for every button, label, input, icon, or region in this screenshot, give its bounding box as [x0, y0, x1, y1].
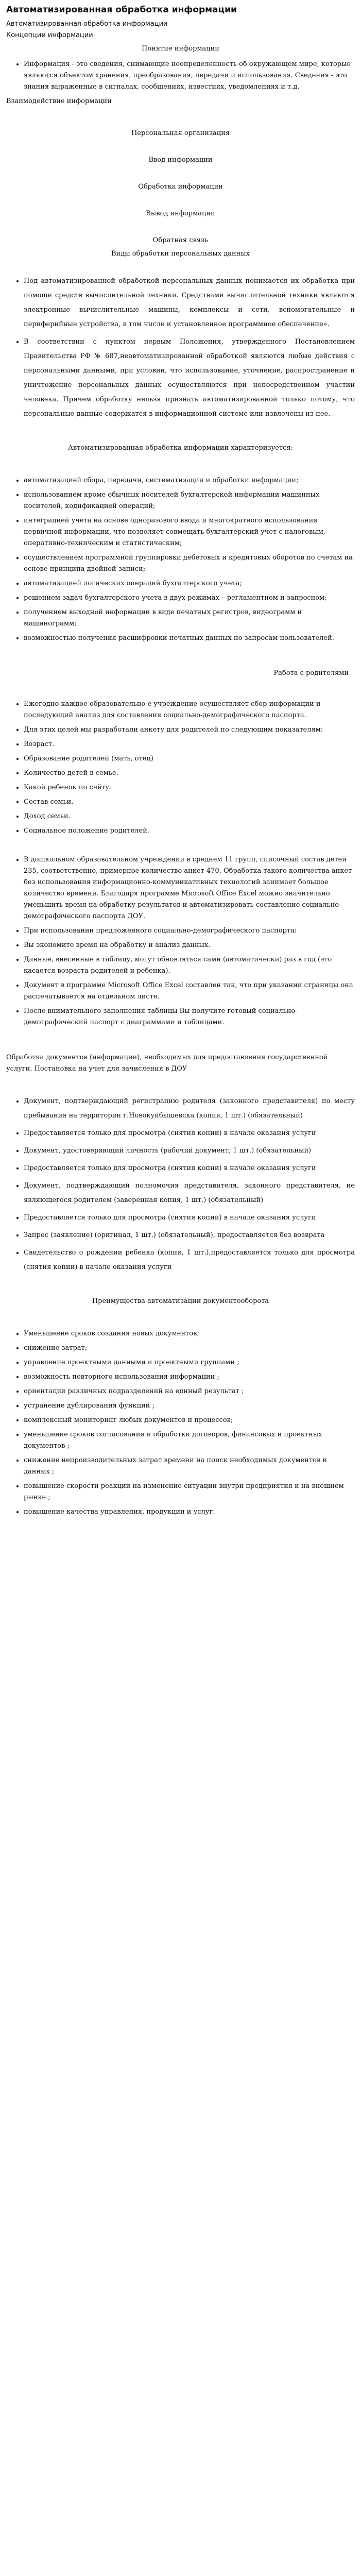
list-item: • Под автоматизированной обработкой персональных данных понимается их обработка при помощи средств вычислительной техники. Средствами вычислительной техники являются электронные вычислительные машины, комплексы и сети, вспомогательные и периферийные устройства, в том числе и установленное программное обеспечение». — [24, 274, 355, 332]
flow-item-output: Вывод информации — [146, 210, 215, 217]
kinds-list — [6, 274, 355, 421]
list-item: • Вы экономите время на обработку и анализ данных. — [24, 940, 355, 951]
benefits-list — [6, 1328, 355, 1518]
concept-title: Понятие информации — [142, 45, 219, 53]
list-item: • Предоставляется только для просмотра (снятия копии) в начале оказания услуги — [24, 1161, 355, 1176]
list-item: • Социальное положение родителей. — [24, 825, 355, 837]
list-item: • осуществлением программной группировки дебетовых и кредитовых оборотов по счетам на основе принципа двойной записи; — [24, 552, 355, 575]
list-item: • Документ, подтверждающий регистрацию родителя (законного представителя) по месту пребывания на территории г.Новокуйбышевска (копия, 1 шт.) (обязательный) — [24, 1094, 355, 1123]
list-item: • Уменьшение сроков создания новых документов; — [24, 1328, 355, 1340]
benefits-title: Преимущества автоматизации документооборота — [92, 1297, 269, 1305]
list-item: • возможностью получения расшифровки печатных данных по запросам пользователей. — [24, 633, 355, 644]
flow-item-personal-organization: Персональная организация — [131, 129, 230, 137]
list-item: • Свидетельство о рождении ребенка (копия, 1 шт.),предоставляется только для просмотра (снятия копии) в начале оказания услуги — [24, 1246, 355, 1275]
list-item: • В соответствии с пунктом первым Положения, утвержденного Постановлением Правительства РФ № 687,неавтоматизированной обработкой являются любые действия с персональными данными, при условии, что использование, уточнение, распространение и уничтожение персональных данных осуществляются при непосредственном участии человека. Причем обработку нельзя признать автоматизированной только потому, что персональные данные содержатся в информационной системе или извлечены из нее. — [24, 335, 355, 421]
list-item: • уменьшение сроков согласования и обработки договоров, финансовых и проектных документов ; — [24, 1429, 355, 1452]
flow-item-input: Ввод информации — [148, 156, 213, 164]
concept-list — [6, 59, 355, 93]
list-item: • Возраст. — [24, 739, 355, 750]
list-item: • После внимательного заполнения таблицы Вы получите готовый социально-демографический паспорт с диаграммами и таблицами. — [24, 1006, 355, 1028]
list-item: • автоматизацией сбора, передачи, систематизации и обработки информации; — [24, 475, 355, 486]
list-item: • получением выходной информации в виде печатных регистров, видеограмм и машинограмм; — [24, 607, 355, 630]
features-list — [6, 475, 355, 644]
list-item: • В дошкольном образовательном учреждении в среднем 11 групп, списочный состав детей 235, соответственно, примерное количество анкет 470. Обработка такого количества анкет без использования информационно-коммуникативных технологий занимает большое количество времени. Благодаря программе Microsoft Office Excel можно значительно уменьшить время на обработку результатов и автоматизировать составление социально-демографического паспорта ДОУ. — [24, 854, 355, 922]
features-title: Автоматизированная обработка информации характеризуется: — [68, 444, 293, 452]
list-item: • управление проектными данными и проектными группами ; — [24, 1357, 355, 1368]
list-item: • Предоставляется только для просмотра (снятия копии) в начале оказания услуги — [24, 1126, 355, 1141]
list-item: • автоматизацией логических операций бухгалтерского учета; — [24, 578, 355, 589]
list-item: • Для этих целей мы разработали анкету для родителей по следующим показателям: — [24, 724, 355, 736]
list-item: • Образование родителей (мать, отец) — [24, 753, 355, 765]
list-item: • повышение качества управления, продукции и услуг. — [24, 1506, 355, 1518]
list-item: • использованием кроме обычных носителей бухгалтерской информации машинных носителей, кодификацией операций; — [24, 489, 355, 512]
list-item: • Запрос (заявление) (оригинал, 1 шт.) (обязательный), предоставляется без возврата — [24, 1228, 355, 1243]
list-item: • Информация - это сведения, снимающие неопределенность об окружающем мире, которые являются объектом хранения, преобразования, передачи и использования. Сведения - это знания выраженные в сигналах, сообщениях, известиях, уведомлениях и т.д. — [24, 59, 355, 93]
list-item: • устранение дублирования функций ; — [24, 1400, 355, 1412]
list-item: • интеграцией учета на основе одноразового ввода и многократного использования первичной информации, что позволяет совмещать бухгалтерский учет с налоговым, оперативно-техническим и статистическим; — [24, 515, 355, 549]
list-item: • повышение скорости реакции на изменение ситуации внутри предприятия и на внешнем рынке ; — [24, 1481, 355, 1503]
list-item: • снижение непроизводительных затрат времени на поиск необходимых документов и данных ; — [24, 1455, 355, 1478]
subtitle-automated-processing: Автоматизированная обработка информации — [6, 20, 168, 28]
parents-list-2 — [6, 854, 355, 1028]
list-item: • Какой ребенок по счёту. — [24, 782, 355, 793]
list-item: • решением задач бухгалтерского учета в двух режимах – регламентном и запросном; — [24, 592, 355, 604]
subtitle-information-concepts: Концепции информации — [6, 31, 93, 39]
docs-intro: Обработка документов (информации), необходимых для предоставления государственной услуги. Постановка на учет для зачисления в ДОУ — [6, 1054, 328, 1073]
list-item: • Документ в программе Microsoft Office Excel составлен так, что при указании страницы она распечатывается на отдельном листе. — [24, 980, 355, 1003]
list-item: • снижение затрат; — [24, 1343, 355, 1354]
kinds-title: Виды обработки персональных данных — [111, 250, 250, 258]
list-item: • При использовании предложенного социально-демографического паспорта: — [24, 925, 355, 937]
interaction-title: Взаимодействие информации — [6, 97, 112, 105]
list-item: • Доход семьи. — [24, 811, 355, 822]
list-item: • ориентация различных подразделений на единый результат ; — [24, 1386, 355, 1397]
flow-item-feedback: Обратная связь — [152, 236, 209, 244]
list-item: • комплексный мониторинг любых документов и процессов; — [24, 1415, 355, 1426]
list-item: • Состав семьи. — [24, 796, 355, 808]
list-item: • Документ, удостоверяющий личность (рабочий документ, 1 шт.) (обязательный) — [24, 1144, 355, 1158]
list-item: • Данные, внесенные в таблицу, могут обновляться сами (автоматически) раз в год (это касается возраста родителей и ребенка). — [24, 954, 355, 977]
list-item: • Количество детей в семье. — [24, 768, 355, 779]
page-title: Автоматизированная обработка информации — [6, 5, 237, 15]
parents-title: Работа с родителями — [273, 669, 349, 677]
list-item: • Документ, подтверждающий полномочия представителя, законного представителя, не являющегося родителем (заверенная копия, 1 шт.) (обязательный) — [24, 1179, 355, 1208]
parents-list-1 — [6, 699, 355, 837]
list-item: • Предоставляется только для просмотра (снятия копии) в начале оказания услуги — [24, 1211, 355, 1225]
list-item: • возможность повторного использования информации ; — [24, 1371, 355, 1383]
docs-list — [6, 1094, 355, 1275]
flow-item-processing: Обработка информации — [138, 183, 223, 191]
list-item: • Ежегодно каждое образовательно е учреждение осуществляет сбор информации и последующий анализ для составления социально-демографического паспорта. — [24, 699, 355, 721]
